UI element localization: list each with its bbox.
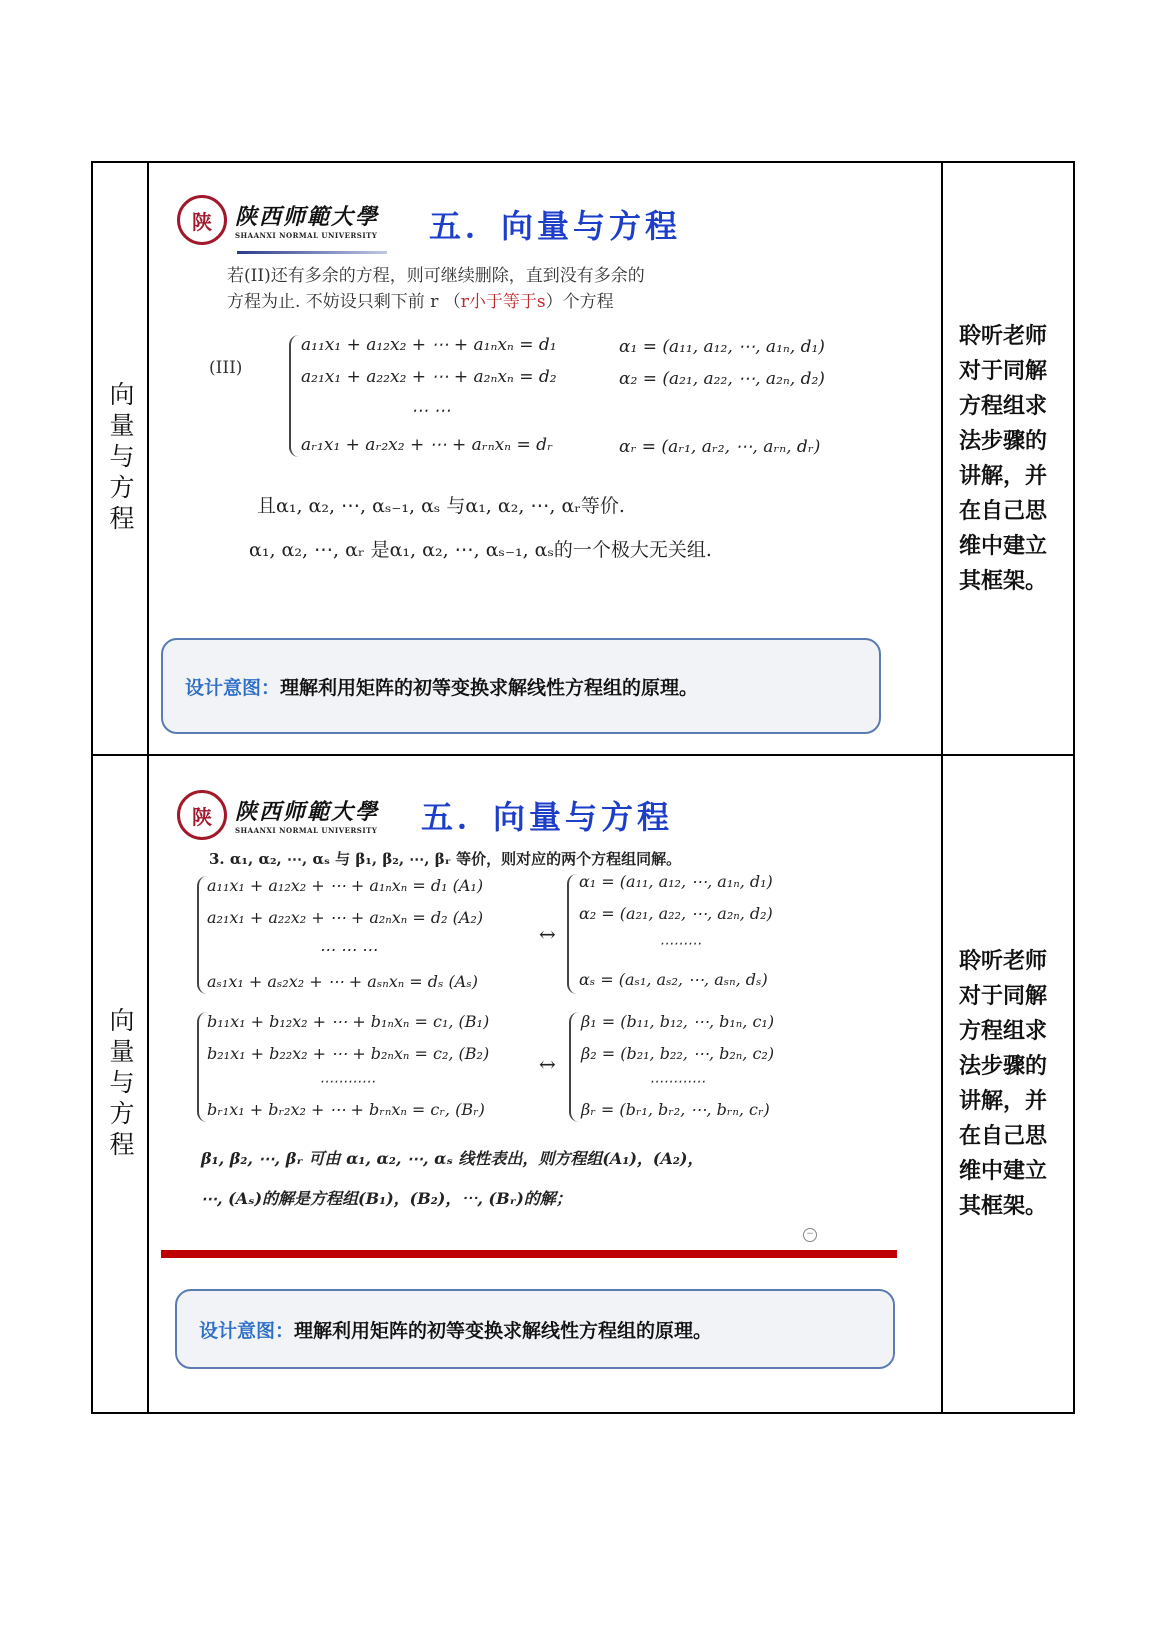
university-name-cn: 陕西师範大學: [235, 204, 380, 230]
slide-cell: [149, 163, 943, 754]
vector: α₁ = (a₁₁, a₁₂, ⋯, a₁ₙ, d₁): [579, 872, 773, 891]
activity-cell: [943, 756, 1073, 1412]
equation: a₂₁x₁ + a₂₂x₂ + ⋯ + a₂ₙxₙ = d₂ (A₂): [207, 908, 484, 927]
university-name-en: SHAANXI NORMAL UNIVERSITY: [235, 826, 378, 835]
equation: aₛ₁x₁ + aₛ₂x₂ + ⋯ + aₛₙxₙ = dₛ (Aₛ): [207, 972, 478, 991]
intent-label: 设计意图：: [199, 1319, 295, 1342]
red-divider: [161, 1250, 897, 1258]
vector: αᵣ = (aᵣ₁, aᵣ₂, ⋯, aᵣₙ, dᵣ): [619, 437, 821, 457]
vector-dots: ⋯⋯⋯⋯: [649, 1074, 705, 1090]
design-intent-box: [175, 1289, 895, 1369]
seal-icon: 陕: [177, 790, 227, 840]
equation-dots: ⋯ ⋯ ⋯: [319, 940, 378, 959]
table-row: [93, 163, 1073, 756]
intent-text: 理解利用矩阵的初等变换求解线性方程组的原理。: [294, 1319, 713, 1342]
intent-text: 理解利用矩阵的初等变换求解线性方程组的原理。: [280, 676, 699, 699]
vector: αₛ = (aₛ₁, aₛ₂, ⋯, aₛₙ, dₛ): [579, 970, 768, 989]
topic-label: 向量与方程: [106, 381, 135, 536]
slide-title: 五．向量与方程: [421, 798, 674, 836]
conclusion-line: 且α₁, α₂, ⋯, αₛ₋₁, αₛ 与α₁, α₂, ⋯, αᵣ等价.: [257, 495, 625, 517]
equivalence-arrow: ↔: [539, 1052, 556, 1076]
activity-cell: [943, 163, 1073, 754]
university-logo: [177, 195, 379, 245]
slide-title: 五．向量与方程: [429, 207, 682, 245]
equation-dots: ⋯⋯⋯⋯: [319, 1074, 375, 1090]
vector: α₁ = (a₁₁, a₁₂, ⋯, a₁ₙ, d₁): [619, 337, 825, 357]
slide-cell: [149, 756, 943, 1412]
intent-label: 设计意图：: [185, 676, 281, 699]
equation: aᵣ₁x₁ + aᵣ₂x₂ + ⋯ + aᵣₙxₙ = dᵣ: [301, 435, 553, 455]
seal-icon: 陕: [177, 195, 227, 245]
logo-underline: [237, 251, 387, 254]
student-activity: 聆听老师对于同解方程组求法步骤的讲解，并在自己思维中建立其框架。: [959, 949, 1048, 1219]
vector: βᵣ = (bᵣ₁, bᵣ₂, ⋯, bᵣₙ, cᵣ): [581, 1100, 770, 1119]
brace: [197, 876, 207, 994]
vector: α₂ = (a₂₁, a₂₂, ⋯, a₂ₙ, d₂): [619, 369, 825, 389]
vector-dots: ⋯⋯⋯: [659, 936, 701, 952]
vector: β₁ = (b₁₁, b₁₂, ⋯, b₁ₙ, c₁): [581, 1012, 775, 1031]
university-logo: [177, 790, 379, 840]
slide-text-line: 方程为止. 不妨设只剩下前 r （r小于等于s）个方程: [227, 292, 614, 312]
minus-circle-icon: −: [803, 1228, 817, 1242]
equation: bᵣ₁x₁ + bᵣ₂x₂ + ⋯ + bᵣₙxₙ = cᵣ, (Bᵣ): [207, 1100, 485, 1119]
conclusion-line: ⋯, (Aₛ)的解是方程组(B₁)，(B₂)，⋯, (Bᵣ)的解；: [201, 1189, 572, 1208]
equation: a₁₁x₁ + a₁₂x₂ + ⋯ + a₁ₙxₙ = d₁: [301, 335, 557, 355]
topic-cell: [93, 756, 149, 1412]
vector: α₂ = (a₂₁, a₂₂, ⋯, a₂ₙ, d₂): [579, 904, 773, 923]
table-row: [93, 756, 1073, 1412]
equation-dots: ⋯ ⋯: [411, 401, 451, 421]
equation: a₁₁x₁ + a₁₂x₂ + ⋯ + a₁ₙxₙ = d₁ (A₁): [207, 876, 484, 895]
equation: b₂₁x₁ + b₂₂x₂ + ⋯ + b₂ₙxₙ = c₂, (B₂): [207, 1044, 490, 1063]
system-label: (III): [209, 358, 243, 378]
university-name-cn: 陕西师範大學: [235, 799, 380, 825]
student-activity: 聆听老师对于同解方程组求法步骤的讲解，并在自己思维中建立其框架。: [959, 323, 1048, 594]
brace: [567, 874, 577, 994]
brace: [569, 1012, 579, 1122]
brace: [197, 1012, 207, 1122]
design-intent-box: [161, 638, 881, 734]
university-name-en: SHAANXI NORMAL UNIVERSITY: [235, 231, 378, 240]
equivalence-arrow: ↔: [539, 922, 556, 946]
topic-cell: [93, 163, 149, 754]
slide-heading: 3. α₁, α₂, ⋯, αₛ 与 β₁, β₂, ⋯, βᵣ 等价，则对应的两个方程组同解。: [209, 850, 682, 868]
conclusion-line: α₁, α₂, ⋯, αᵣ 是α₁, α₂, ⋯, αₛ₋₁, αₛ的一个极大无关组.: [249, 539, 712, 561]
equation: a₂₁x₁ + a₂₂x₂ + ⋯ + a₂ₙxₙ = d₂: [301, 367, 557, 387]
conclusion-line: β₁, β₂, ⋯, βᵣ 可由 α₁, α₂, ⋯, αₛ 线性表出，则方程组(A₁)，(A₂)，: [201, 1149, 704, 1168]
lesson-table: [91, 161, 1075, 1414]
brace: [289, 335, 299, 457]
slide-text-line: 若(II)还有多余的方程，则可继续删除，直到没有多余的: [227, 266, 645, 286]
vector: β₂ = (b₂₁, b₂₂, ⋯, b₂ₙ, c₂): [581, 1044, 775, 1063]
equation: b₁₁x₁ + b₁₂x₂ + ⋯ + b₁ₙxₙ = c₁, (B₁): [207, 1012, 490, 1031]
topic-label: 向量与方程: [106, 1006, 135, 1162]
